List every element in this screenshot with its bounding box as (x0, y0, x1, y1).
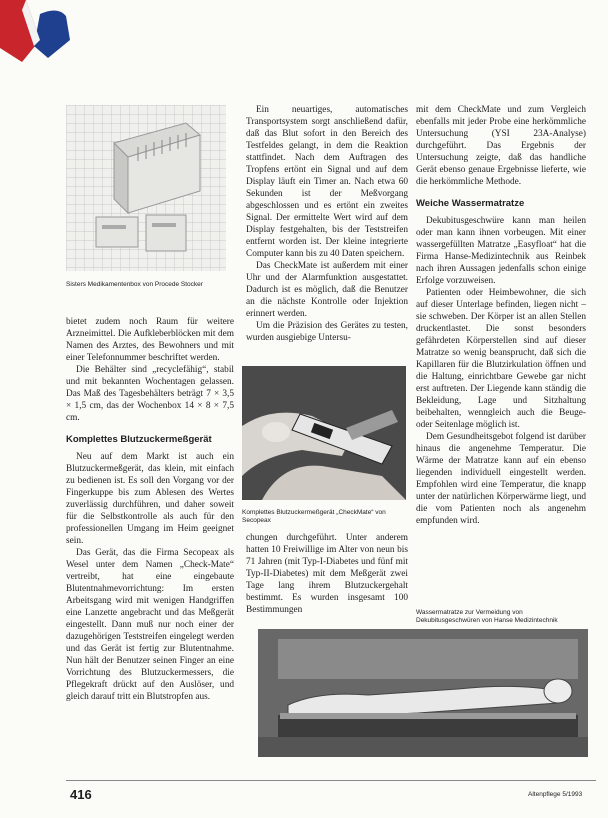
photo-caption: Sisters Medikamentenbox von Procede Stocker (66, 281, 203, 288)
paragraph: Patienten oder Heimbewohner, die sich auf dieser Unterlage befinden, liegen nicht – sie schweben. Der Körper ist an allen Stellen druckentlastet. Die sonst besonders gefährdeten Körperstellen sind auf dieser Matratze so wenig beansprucht, daß sich die Kapillaren für die Blutzirkulation öffnen und die Haltung, einrichtbare Gewebe gar nicht erst auftreten. Der Liegende kann ständig die Bekleidung, Lage und Sitzhaltung beibehalten, wenngleich auch die Beuge- oder Seitenlage möglich ist. (416, 288, 586, 430)
column-2-bottom (246, 532, 408, 616)
section-heading: Komplettes Blutzuckermeßgerät (66, 434, 212, 445)
photo-caption: Wassermatratze zur Vermeidung von Dekubitusgeschwüren von Hanse Medizintechnik (416, 609, 558, 624)
paragraph: chungen durchgeführt. Unter anderem hatten 10 Freiwillige im Alter von neun bis 71 Jahren (mit Typ-I-Diabetes und fünf mit Typ-II-Diabetes) mit dem Meßgerät zwei Tage lang ihrem Blutzuckergehalt bestimmt. Es wurden insgesamt 100 Bestimmungen (246, 533, 408, 615)
paragraph: Dekubitusgeschwüre kann man heilen oder man kann ihnen vorbeugen. Mit einer wassergefüllten Matratze „Easyfloat“ hat die Firma Hanse-Medizintechnik aus Reinbek nach ihren Aussagen jedenfalls schon einige Erfolge vorzuweisen. (416, 216, 586, 286)
column-3 (416, 104, 586, 527)
paragraph: Die Behälter sind „recyclefähig“, stabil und mit bekannten Wochentagen gelassen. Das Maß des Tagesbehälters beträgt 7 × 3,5 × 1,5 cm, das der Wochenbox 14 × 8 × 7,5 cm. (66, 365, 234, 423)
paragraph: bietet zudem noch Raum für weitere Arzneimittel. Die Aufkleberblöcken mit dem Namen des Arztes, des Bewohners und mit einer Telefonnummer beschriftet werden. (66, 317, 234, 363)
footer-rule (66, 780, 596, 781)
paragraph: Neu auf dem Markt ist auch ein Blutzuckermeßgerät, das klein, mit einfach zu bedienen ist. Es soll den Vorgang vor der Fingerkuppe bis zum Ablesen des Wertes zuverlässig durchführen, und daher soweit für die Selbstkontrolle als auch für den professionellen Umgang im Heim geeignet sein. (66, 452, 234, 546)
column-2-top (246, 104, 408, 344)
photo-caption: Komplettes Blutzuckermeßgerät „CheckMate“ von Secopeax (242, 509, 386, 524)
publisher-logo (0, 0, 70, 66)
pill-box-photo (66, 105, 226, 271)
paragraph: Das CheckMate ist außerdem mit einer Uhr und der Alarmfunktion ausgestattet. Dadurch ist es möglich, daß die Benutzer an die nächste Kontrolle oder Injektion erinnert werden. (246, 261, 408, 319)
paragraph: mit dem CheckMate und zum Vergleich ebenfalls mit jeder Probe eine herkömmliche Untersuchung (YSI 23A-Analyse) durchgeführt. Das Ergebnis der Untersuchung zeigte, daß das handliche Gerät ebenso genaue Ergebnisse lieferte, wie die herkömmliche Methode. (416, 105, 586, 187)
glucose-meter-photo (242, 366, 406, 500)
paragraph: Ein neuartiges, automatisches Transportsystem sorgt anschließend dafür, daß das Blut sofort in den Bereich des Testfeldes gelangt, in dem die Reaktion stattfindet. Nach dem Auftragen des Tropfens ertönt ein Signal und auf dem Display läuft ein Timer an. Nach etwa 60 Sekunden ist der Meßvorgang abgeschlossen und es ertönt ein zweites Signal. Der ermittelte Wert wird auf dem Display festgehalten, bis der Teststreifen entfernt worden ist. Der kleine integrierte Computer kann bis zu 40 Daten speichern. (246, 105, 408, 259)
water-mattress-photo (258, 629, 588, 757)
column-1-body (66, 424, 234, 703)
paragraph: Dem Gesundheitsgebot folgend ist darüber hinaus die angenehme Temperatur. Die Wärme der Matratze kann auf ein ebenso liegenden individuell eingestellt werden. Empfohlen wird eine Temperatur, die knapp unter der natürlichen Körperwärme liegt, und die vom Patienten noch als angenehm empfunden wird. (416, 432, 586, 526)
paragraph: Um die Präzision des Gerätes zu testen, wurden ausgiebige Untersu- (246, 321, 408, 343)
paragraph: Das Gerät, das die Firma Secopeax als Wesel unter dem Namen „Check-Mate“ vertreibt, hat eine eingebaute Blutentnahmevorrichtung: Im ersten Arbeitsgang wird mit wenigen Handgriffen eine Lanzette angebracht und das Meßgerät eingestellt. Dann muß nur noch einer der dazugehörigen Teststreifen eingelegt werden und das Gerät ist fertig zur Blutentnahme. Nun hält der Benutzer seinen Finger an eine Vorrichtung des Blutzuckermessers, die Pflegekraft drückt auf den Auslöser, und gleich darauf tritt ein Blutstropfen aus. (66, 548, 234, 702)
issue-label: Altenpflege 5/1993 (528, 791, 583, 798)
page-number: 416 (70, 787, 92, 802)
column-1-top (66, 316, 234, 424)
section-heading: Weiche Wassermatratze (416, 198, 525, 209)
